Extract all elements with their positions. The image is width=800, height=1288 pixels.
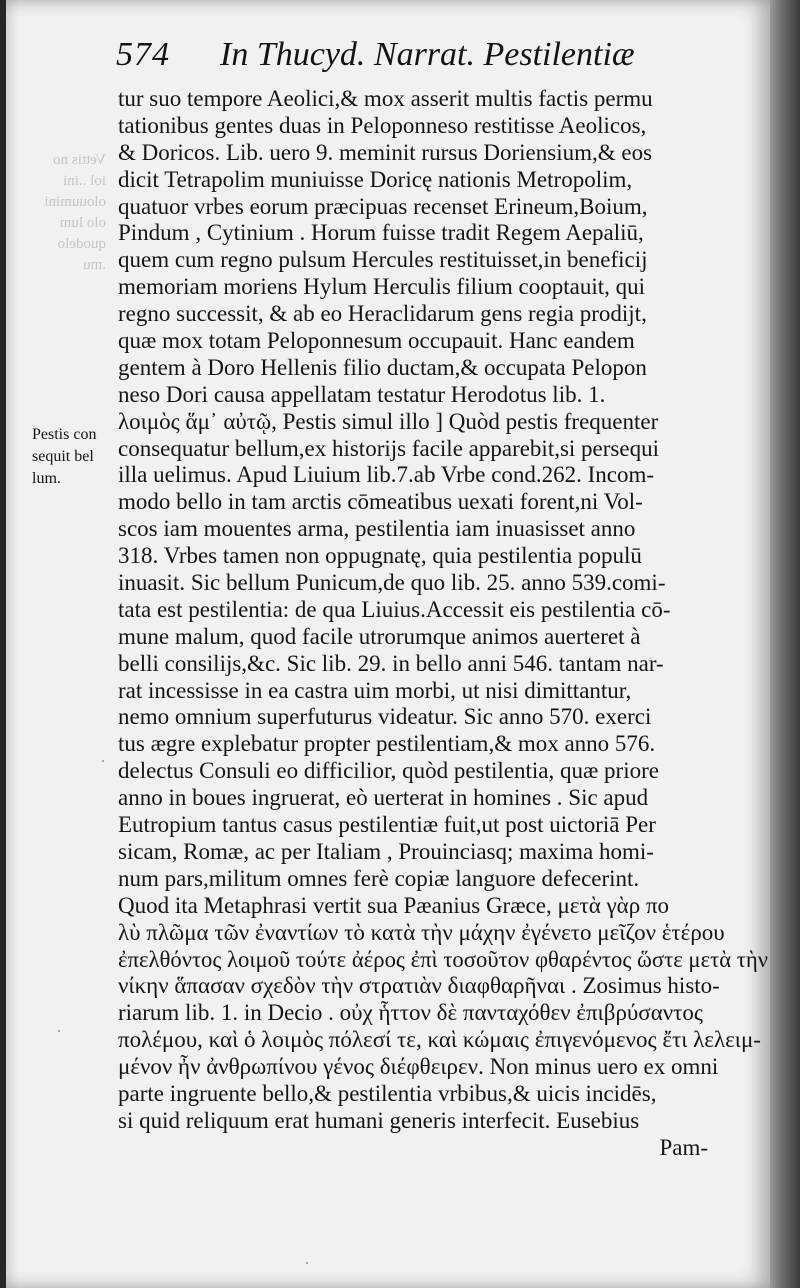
text-line: Eutropium tantus casus pestilentiæ fuit,ut post uictoriā Per bbox=[118, 812, 656, 838]
marginal-note-line: Pestis con bbox=[32, 426, 97, 443]
text-line: riarum lib. 1. in Decio . οὐχ ἧττον δὲ πανταχόθεν ἐπιβρύσαντος bbox=[118, 1000, 704, 1026]
text-line: modo bello in tam arctis cōmeatibus uexati forent,ni Vol- bbox=[118, 489, 643, 515]
bleed-line: quodelo bbox=[57, 236, 106, 252]
paper-speck bbox=[306, 1262, 308, 1264]
marginal-note-line: lum. bbox=[32, 470, 61, 487]
text-line: quæ mox totam Peloponnesum occupauit. Hanc eandem bbox=[118, 328, 635, 354]
text-line: & Doricos. Lib. uero 9. meminit rursus Doriensium,& eos bbox=[118, 139, 653, 165]
text-line: νίκην ἅπασαν σχεδὸν τὴν στρατιὰν διαφθαρῆναι . Zosimus histo- bbox=[118, 973, 720, 999]
text-line: tationibus gentes duas in Peloponneso restitisse Aeolicos, bbox=[118, 112, 647, 138]
running-title: In Thucyd. Narrat. Pestilentiæ bbox=[220, 36, 635, 73]
text-line: gentem à Doro Hellenis filio ductam,& occupata Pelopon bbox=[118, 354, 647, 380]
paper-speck bbox=[58, 1030, 60, 1032]
bleed-line: olouumini bbox=[44, 194, 106, 210]
marginal-note bbox=[32, 424, 114, 490]
page-edge bbox=[770, 0, 800, 1288]
page-header bbox=[116, 32, 766, 80]
text-line: nemo omnium superfuturus videatur. Sic anno 570. exerci bbox=[118, 704, 652, 730]
text-line: illa uelimus. Apud Liuium lib.7.ab Vrbe cond.262. Incom- bbox=[118, 462, 655, 488]
text-line: sicam, Romæ, ac per Italiam , Prouinciasq; maxima homi- bbox=[118, 838, 654, 864]
text-line: num pars,militum omnes ferè copiæ languore defecerint. bbox=[118, 865, 640, 891]
text-line: parte ingruente bello,& pestilentia vrbibus,& uicis incidēs, bbox=[118, 1080, 657, 1106]
paper-speck bbox=[102, 760, 104, 762]
text-line: Pam- bbox=[659, 1134, 708, 1160]
text-line: anno in boues ingruerat, eò uerterat in homines . Sic apud bbox=[118, 785, 649, 811]
text-line: regno successit, & ab eo Heraclidarum gens regia prodijt, bbox=[118, 301, 647, 327]
text-line: neso Dori causa appellatam testatur Herodotus lib. 1. bbox=[118, 381, 606, 407]
text-line: tur suo tempore Aeolici,& mox asserit multis factis permu bbox=[118, 86, 653, 111]
page-number: 574 bbox=[116, 36, 170, 73]
text-line: Quod ita Metaphrasi vertit sua Pæanius Græce, μετὰ γὰρ πο bbox=[118, 892, 670, 918]
text-line: πολέμου, καὶ ὁ λοιμὸς πόλεσί τε, καὶ κώμαις ἐπιγενόμενος ἔτι λελειμ- bbox=[118, 1027, 761, 1053]
text-line: tata est pestilentia: de qua Liuius.Accessit eis pestilentia cō- bbox=[118, 596, 671, 622]
marginal-note-line: sequit bel bbox=[32, 448, 94, 465]
text-line: λοιμὸς ἅμ᾽ αὐτῷ, Pestis simul illo ] Quòd pestis frequenter bbox=[118, 408, 659, 434]
text-line: ἐπελθόντος λοιμοῦ τούτε ἀέρος ἐπὶ τοσοῦτον φθαρέντος ὥστε μετὰ τὴν bbox=[118, 946, 769, 972]
text-line: tus ægre explebatur propter pestilentiam,& mox anno 576. bbox=[118, 731, 656, 757]
text-line: delectus Consuli eo difficilior, quòd pestilentia, quæ priore bbox=[118, 758, 659, 784]
text-line: si quid reliquum erat humani generis interfecit. Eusebius bbox=[118, 1107, 640, 1133]
text-line: scos iam mouentes arma, pestilentia iam inuasisset anno bbox=[118, 516, 636, 542]
bleed-line: .mu bbox=[83, 257, 106, 273]
text-line: inuasit. Sic bellum Punicum,de quo lib. 25. anno 539.comi- bbox=[118, 570, 666, 596]
body-text bbox=[118, 86, 768, 1162]
text-line: 318. Vrbes tamen non oppugnatę, quia pestilentia populū bbox=[118, 543, 642, 569]
text-line: mune malum, quod facile utrorumque animos auerteret à bbox=[118, 623, 641, 649]
text-line: quatuor vrbes eorum præcipuas recenset Erineum,Boium, bbox=[118, 193, 648, 219]
text-line: quem cum regno pulsum Hercules restituisset,in beneficij bbox=[118, 247, 648, 273]
text-line: consequatur bellum,ex historijs facile apparebit,si persequi bbox=[118, 435, 659, 461]
text-line: rat incessisse in ea castra uim morbi, ut nisi dimittantur, bbox=[118, 677, 632, 703]
bleed-through-text bbox=[26, 150, 106, 276]
book-page bbox=[6, 0, 770, 1288]
text-line: dicit Tetrapolim muniuisse Doricę nationis Metropolim, bbox=[118, 166, 633, 192]
bleed-line: olo lum bbox=[59, 215, 106, 231]
text-line: Pindum , Cytinium . Horum fuisse tradit Regem Aepaliū, bbox=[118, 220, 644, 246]
text-line: μένον ἦν ἀνθρωπίνου γένος διέφθειρεν. Non minus uero ex omni bbox=[118, 1054, 719, 1080]
text-line: belli consilijs,&c. Sic lib. 29. in bello anni 546. tantam nar- bbox=[118, 650, 664, 676]
bleed-line: Vettis no bbox=[53, 152, 106, 168]
text-line: λὺ πλῶμα τῶν ἐναντίων τὸ κατὰ τὴν μάχην ἐγένετο μεῖζον ἑτέρου bbox=[118, 919, 725, 945]
text-line: memoriam moriens Hylum Herculis filium cooptauit, qui bbox=[118, 274, 645, 300]
bleed-line: iol ..ini bbox=[63, 173, 106, 189]
